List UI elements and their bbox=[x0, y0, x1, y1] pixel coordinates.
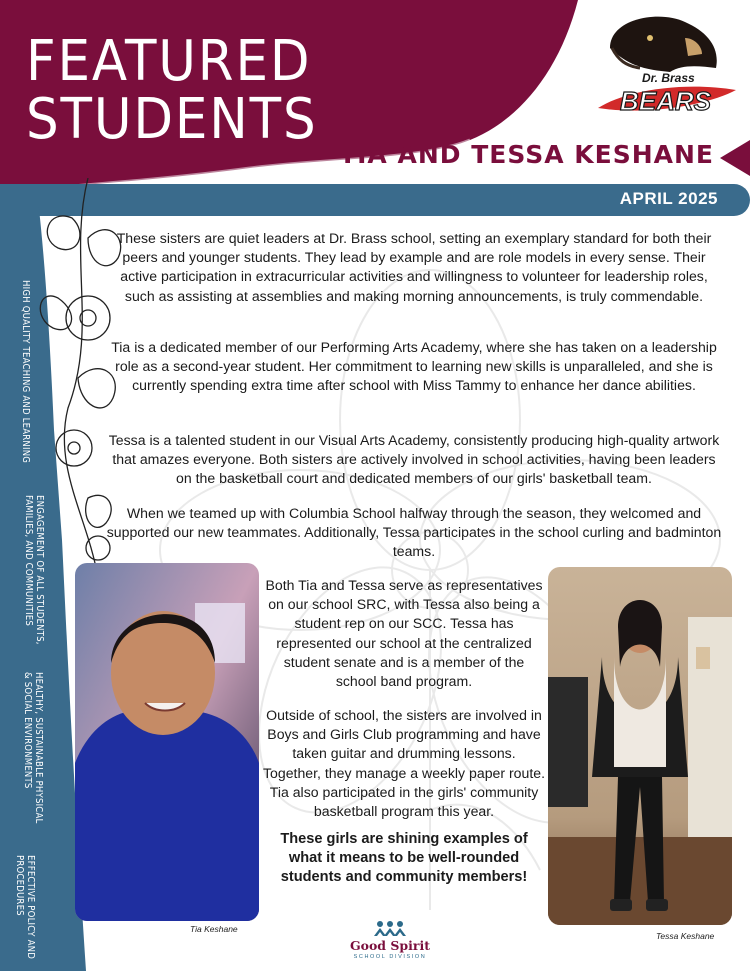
closing-statement: These girls are shining examples of what it means to be well-rounded students and community members! bbox=[280, 831, 528, 885]
logo-team-text: BEARS bbox=[620, 86, 712, 116]
issue-date: APRIL 2025 bbox=[619, 189, 718, 208]
teamwork-paragraph: When we teamed up with Columbia School halfway through the season, they welcomed and supported our new teammates. Additionally, Tessa participates in the school curling and badminton teams. bbox=[106, 505, 722, 560]
tia-paragraph: Tia is a dedicated member of our Performing Arts Academy, where she has taken on a leadership role as a second-year student. Her commitment to learning new skills is unparalleled, and she is currently spending extra time after school with Miss Tammy to enhance her dance abilities. bbox=[111, 339, 717, 394]
page-title-line-1: FEATURED bbox=[26, 29, 312, 94]
intro-paragraph: These sisters are quiet leaders at Dr. Brass school, setting an exemplary standard for both their peers and younger students. They lead by example and are role models in every sense. Their active participation in extracurricular activities and willingness to volunteer for leadership roles, such as assisting at assemblies and making morning announcements, is truly commendable. bbox=[116, 230, 712, 304]
photo-tia bbox=[75, 563, 259, 921]
logo-school-text: Dr. Brass bbox=[642, 71, 695, 85]
outside-school-paragraph: Outside of school, the sisters are involved in Boys and Girls Club programming and have taken guitar and drumming lessons. Together, they manage a weekly paper route. Tia also participated in the girls' community basketball program this year. bbox=[262, 707, 546, 820]
bear-head-logo bbox=[590, 8, 740, 126]
tessa-paragraph: Tessa is a talented student in our Visual Arts Academy, consistently producing high-quality artwork that amazes everyone. Both sisters are actively involved in school activities, having been leaders on the basketball court and dedicated members of our girls' basketball team. bbox=[108, 432, 720, 487]
pillar-healthy: HEALTHY, SUSTAINABLE PHYSICAL & SOCIAL ENVIRONMENTS bbox=[22, 672, 44, 824]
pillar-engagement: ENGAGEMENT OF ALL STUDENTS, FAMILIES, AND COMMUNITIES bbox=[23, 495, 45, 645]
student-names-heading: TIA AND TESSA KESHANE bbox=[339, 140, 714, 169]
footer-org-name: Good Spirit bbox=[349, 938, 431, 953]
footer-org-sub: SCHOOL DIVISION bbox=[353, 954, 427, 960]
photo-tessa bbox=[548, 567, 732, 925]
caption-tessa: Tessa Keshane bbox=[656, 931, 715, 941]
caption-tia: Tia Keshane bbox=[190, 924, 238, 934]
page-title-line-2: STUDENTS bbox=[26, 87, 318, 152]
pillar-policy: EFFECTIVE POLICY AND PROCEDURES bbox=[14, 855, 36, 960]
pillar-teaching: HIGH QUALITY TEACHING AND LEARNING bbox=[20, 280, 31, 464]
ribbon-arrow-icon bbox=[720, 140, 750, 176]
src-paragraph: Both Tia and Tessa serve as representatives on our school SRC, with Tessa also being a student rep on our SCC. Tessa has represented our school at the centralized student senate and is a member of the school band program. bbox=[265, 577, 543, 690]
